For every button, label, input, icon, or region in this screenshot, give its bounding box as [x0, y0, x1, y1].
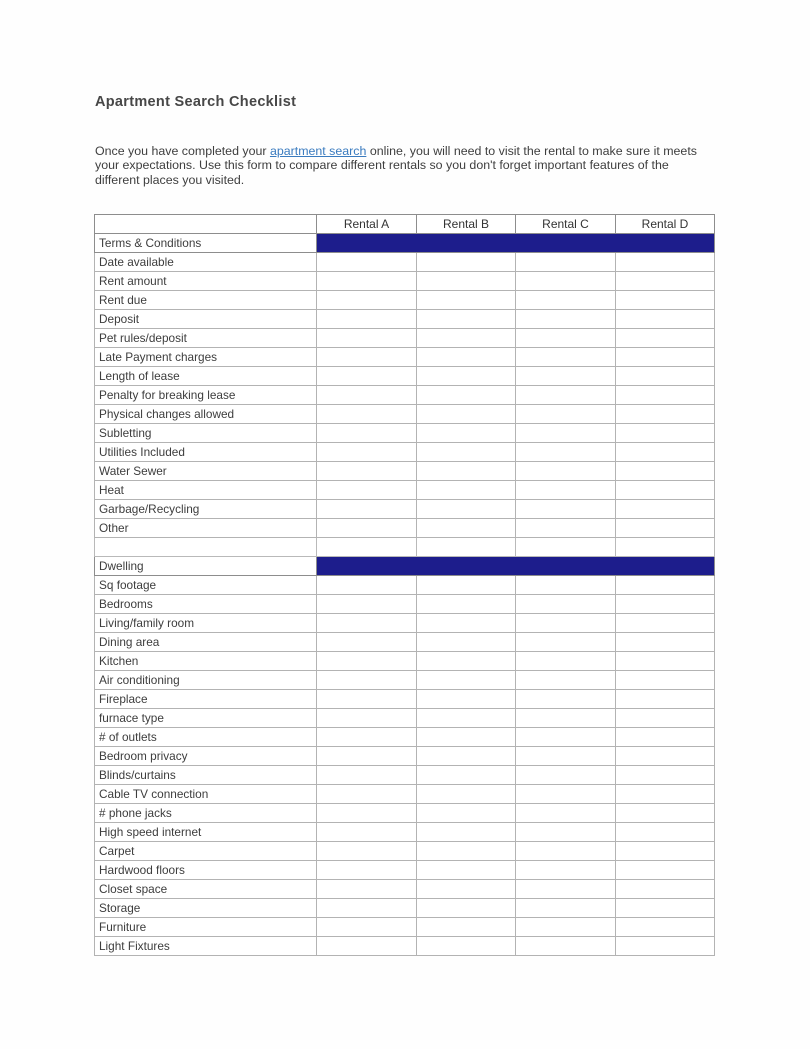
rental-c-cell — [516, 690, 616, 709]
rental-d-cell — [616, 633, 715, 652]
rental-b-cell — [417, 329, 516, 348]
table-row — [95, 633, 715, 652]
rental-c-cell — [516, 880, 616, 899]
table-row — [95, 595, 715, 614]
rental-d-cell — [616, 519, 715, 538]
spacer-cell — [417, 538, 516, 557]
rental-b-cell — [417, 842, 516, 861]
column-header-rental-d: Rental D — [616, 215, 715, 234]
rental-a-cell — [317, 861, 417, 880]
rental-c-cell — [516, 310, 616, 329]
rental-b-cell — [417, 500, 516, 519]
rental-c-cell — [516, 861, 616, 880]
rental-c-cell — [516, 481, 616, 500]
table-row — [95, 842, 715, 861]
rental-d-cell — [616, 671, 715, 690]
row-label: Utilities Included — [95, 443, 317, 462]
rental-b-cell — [417, 937, 516, 956]
spacer-cell — [317, 538, 417, 557]
rental-d-cell — [616, 310, 715, 329]
rental-a-cell — [317, 519, 417, 538]
table-row — [95, 823, 715, 842]
spacer-cell — [516, 538, 616, 557]
row-label: Bedroom privacy — [95, 747, 317, 766]
rental-b-cell — [417, 671, 516, 690]
rental-a-cell — [317, 386, 417, 405]
rental-c-cell — [516, 804, 616, 823]
row-label: Furniture — [95, 918, 317, 937]
rental-b-cell — [417, 386, 516, 405]
rental-b-cell — [417, 880, 516, 899]
table-row — [95, 291, 715, 310]
row-label: Dining area — [95, 633, 317, 652]
apartment-search-link[interactable]: apartment search — [269, 144, 367, 158]
rental-c-cell — [516, 367, 616, 386]
rental-c-cell — [516, 291, 616, 310]
table-row — [95, 405, 715, 424]
rental-b-cell — [417, 253, 516, 272]
rental-c-cell — [516, 709, 616, 728]
page-title: Apartment Search Checklist — [95, 94, 297, 110]
rental-d-cell — [616, 861, 715, 880]
rental-a-cell — [317, 728, 417, 747]
row-label: Light Fixtures — [95, 937, 317, 956]
rental-c-cell — [516, 652, 616, 671]
rental-c-cell — [516, 614, 616, 633]
rental-d-cell — [616, 747, 715, 766]
rental-d-cell — [616, 804, 715, 823]
rental-a-cell — [317, 937, 417, 956]
rental-d-cell — [616, 291, 715, 310]
table-row — [95, 804, 715, 823]
rental-b-cell — [417, 823, 516, 842]
table-row — [95, 861, 715, 880]
intro-text-before-link: Once you have completed your — [95, 144, 270, 158]
rental-a-cell — [317, 652, 417, 671]
rental-c-cell — [516, 823, 616, 842]
row-label: Kitchen — [95, 652, 317, 671]
section-row — [95, 234, 715, 253]
rental-a-cell — [317, 291, 417, 310]
table-row — [95, 709, 715, 728]
rental-d-cell — [616, 785, 715, 804]
rental-c-cell — [516, 443, 616, 462]
rental-d-cell — [616, 443, 715, 462]
rental-c-cell — [516, 671, 616, 690]
rental-a-cell — [317, 785, 417, 804]
rental-a-cell — [317, 500, 417, 519]
rental-d-cell — [616, 329, 715, 348]
rental-a-cell — [317, 880, 417, 899]
corner-cell — [95, 215, 317, 234]
table-row — [95, 367, 715, 386]
rental-c-cell — [516, 462, 616, 481]
intro-paragraph — [95, 144, 715, 187]
row-label: Pet rules/deposit — [95, 329, 317, 348]
rental-b-cell — [417, 595, 516, 614]
rental-b-cell — [417, 652, 516, 671]
rental-d-cell — [616, 880, 715, 899]
row-label: Rent amount — [95, 272, 317, 291]
section-label: Terms & Conditions — [95, 234, 317, 253]
table-header-row — [95, 215, 715, 234]
row-label: Hardwood floors — [95, 861, 317, 880]
rental-c-cell — [516, 348, 616, 367]
table-row — [95, 348, 715, 367]
table-row — [95, 424, 715, 443]
table-row — [95, 386, 715, 405]
rental-a-cell — [317, 709, 417, 728]
rental-a-cell — [317, 842, 417, 861]
row-label: Living/family room — [95, 614, 317, 633]
rental-d-cell — [616, 766, 715, 785]
rental-d-cell — [616, 367, 715, 386]
row-label: Sq footage — [95, 576, 317, 595]
section-highlight-bar — [317, 557, 715, 576]
rental-b-cell — [417, 861, 516, 880]
row-label: Blinds/curtains — [95, 766, 317, 785]
rental-a-cell — [317, 576, 417, 595]
rental-d-cell — [616, 842, 715, 861]
rental-d-cell — [616, 253, 715, 272]
row-label: Heat — [95, 481, 317, 500]
rental-b-cell — [417, 462, 516, 481]
rental-d-cell — [616, 652, 715, 671]
section-highlight-bar — [317, 234, 715, 253]
rental-b-cell — [417, 291, 516, 310]
rental-b-cell — [417, 785, 516, 804]
section-label: Dwelling — [95, 557, 317, 576]
table-row — [95, 937, 715, 956]
table-row — [95, 899, 715, 918]
rental-c-cell — [516, 576, 616, 595]
row-label: Closet space — [95, 880, 317, 899]
rental-c-cell — [516, 500, 616, 519]
rental-d-cell — [616, 728, 715, 747]
row-label: Water Sewer — [95, 462, 317, 481]
column-header-rental-b: Rental B — [417, 215, 516, 234]
rental-a-cell — [317, 424, 417, 443]
column-header-rental-a: Rental A — [317, 215, 417, 234]
table-row — [95, 576, 715, 595]
rental-c-cell — [516, 842, 616, 861]
row-label: Cable TV connection — [95, 785, 317, 804]
row-label: Deposit — [95, 310, 317, 329]
rental-d-cell — [616, 595, 715, 614]
row-label: Subletting — [95, 424, 317, 443]
rental-a-cell — [317, 272, 417, 291]
rental-c-cell — [516, 519, 616, 538]
rental-c-cell — [516, 272, 616, 291]
rental-c-cell — [516, 329, 616, 348]
table-row — [95, 462, 715, 481]
rental-a-cell — [317, 348, 417, 367]
rental-c-cell — [516, 785, 616, 804]
rental-b-cell — [417, 728, 516, 747]
row-label: Late Payment charges — [95, 348, 317, 367]
rental-a-cell — [317, 918, 417, 937]
rental-a-cell — [317, 671, 417, 690]
rental-b-cell — [417, 272, 516, 291]
rental-c-cell — [516, 918, 616, 937]
row-label: Garbage/Recycling — [95, 500, 317, 519]
rental-c-cell — [516, 899, 616, 918]
row-label: furnace type — [95, 709, 317, 728]
rental-b-cell — [417, 766, 516, 785]
rental-b-cell — [417, 747, 516, 766]
table-row — [95, 785, 715, 804]
rental-a-cell — [317, 329, 417, 348]
section-row — [95, 557, 715, 576]
row-label: Bedrooms — [95, 595, 317, 614]
table-row — [95, 614, 715, 633]
rental-b-cell — [417, 424, 516, 443]
table-row — [95, 519, 715, 538]
spacer-label-cell — [95, 538, 317, 557]
row-label: Date available — [95, 253, 317, 272]
rental-d-cell — [616, 500, 715, 519]
table-row — [95, 329, 715, 348]
table-row — [95, 481, 715, 500]
row-label: Rent due — [95, 291, 317, 310]
table-row — [95, 500, 715, 519]
rental-c-cell — [516, 937, 616, 956]
table-row — [95, 728, 715, 747]
row-label: Length of lease — [95, 367, 317, 386]
rental-d-cell — [616, 424, 715, 443]
rental-d-cell — [616, 690, 715, 709]
rental-a-cell — [317, 899, 417, 918]
comparison-table — [94, 214, 715, 956]
row-label: Carpet — [95, 842, 317, 861]
rental-c-cell — [516, 405, 616, 424]
row-label: Penalty for breaking lease — [95, 386, 317, 405]
rental-b-cell — [417, 633, 516, 652]
table-row — [95, 747, 715, 766]
table-row — [95, 272, 715, 291]
table-row — [95, 310, 715, 329]
rental-d-cell — [616, 823, 715, 842]
rental-d-cell — [616, 386, 715, 405]
rental-a-cell — [317, 823, 417, 842]
rental-d-cell — [616, 272, 715, 291]
rental-c-cell — [516, 766, 616, 785]
rental-b-cell — [417, 481, 516, 500]
row-label: Fireplace — [95, 690, 317, 709]
rental-d-cell — [616, 462, 715, 481]
rental-a-cell — [317, 443, 417, 462]
spacer-row — [95, 538, 715, 557]
rental-a-cell — [317, 367, 417, 386]
rental-b-cell — [417, 899, 516, 918]
rental-a-cell — [317, 690, 417, 709]
table-row — [95, 652, 715, 671]
table-row — [95, 690, 715, 709]
rental-b-cell — [417, 443, 516, 462]
rental-d-cell — [616, 709, 715, 728]
row-label: Physical changes allowed — [95, 405, 317, 424]
rental-d-cell — [616, 576, 715, 595]
row-label: Storage — [95, 899, 317, 918]
rental-d-cell — [616, 614, 715, 633]
rental-a-cell — [317, 595, 417, 614]
rental-c-cell — [516, 747, 616, 766]
rental-b-cell — [417, 804, 516, 823]
rental-a-cell — [317, 310, 417, 329]
rental-a-cell — [317, 747, 417, 766]
row-label: High speed internet — [95, 823, 317, 842]
rental-a-cell — [317, 804, 417, 823]
table-row — [95, 253, 715, 272]
table-row — [95, 443, 715, 462]
rental-c-cell — [516, 633, 616, 652]
rental-a-cell — [317, 462, 417, 481]
rental-b-cell — [417, 367, 516, 386]
rental-d-cell — [616, 405, 715, 424]
rental-a-cell — [317, 766, 417, 785]
rental-d-cell — [616, 899, 715, 918]
rental-c-cell — [516, 386, 616, 405]
rental-b-cell — [417, 614, 516, 633]
rental-c-cell — [516, 253, 616, 272]
rental-b-cell — [417, 519, 516, 538]
spacer-cell — [616, 538, 715, 557]
rental-b-cell — [417, 709, 516, 728]
rental-c-cell — [516, 595, 616, 614]
rental-c-cell — [516, 728, 616, 747]
row-label: Other — [95, 519, 317, 538]
table-row — [95, 918, 715, 937]
rental-d-cell — [616, 937, 715, 956]
rental-b-cell — [417, 690, 516, 709]
rental-c-cell — [516, 424, 616, 443]
column-header-rental-c: Rental C — [516, 215, 616, 234]
rental-a-cell — [317, 633, 417, 652]
table-row — [95, 880, 715, 899]
rental-b-cell — [417, 405, 516, 424]
rental-b-cell — [417, 310, 516, 329]
rental-b-cell — [417, 576, 516, 595]
rental-b-cell — [417, 348, 516, 367]
row-label: # of outlets — [95, 728, 317, 747]
table-row — [95, 766, 715, 785]
table-row — [95, 671, 715, 690]
rental-b-cell — [417, 918, 516, 937]
row-label: # phone jacks — [95, 804, 317, 823]
rental-d-cell — [616, 918, 715, 937]
rental-a-cell — [317, 614, 417, 633]
row-label: Air conditioning — [95, 671, 317, 690]
intro-text-after-link: online, you will need to visit the rental to make sure it meets your expectations. Use this form to compare different rentals so you don't forget important features of the different places you visited. — [95, 144, 697, 187]
rental-d-cell — [616, 348, 715, 367]
rental-a-cell — [317, 481, 417, 500]
rental-d-cell — [616, 481, 715, 500]
rental-a-cell — [317, 253, 417, 272]
rental-a-cell — [317, 405, 417, 424]
